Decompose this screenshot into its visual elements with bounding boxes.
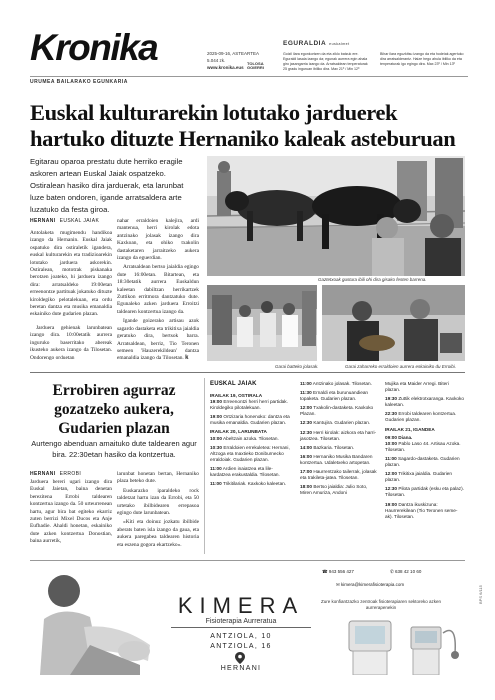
main-subhead: Egitarau oparoa prestatu dute herriko eragile askoren artean Euskal Jaiak ospatzeko. Ostiralean hasiko dira jarduerak, eta larunbat luze baten ondoren, igande arratsaldera arte luzatuko da festa giroa. [30, 157, 184, 214]
dancers-photo-caption: Garai batteko jolasak. [275, 364, 319, 369]
ad-equipment-image [333, 613, 463, 675]
cow-photo-caption: Gaztetxoak gustura ibili ohi dira gisako festen barrena. [318, 277, 427, 282]
issue-date: 2025-09-16, ASTEARTEA [207, 51, 259, 56]
second-headline: Errobiren agurraz gozatzeko aukera, Gudarien plazan [52, 382, 176, 437]
location-pin-icon [235, 652, 245, 664]
agenda-event [300, 381, 380, 387]
agenda-day-heading: IRAILAK 21, IGANDEA [385, 426, 435, 432]
cow-photo [207, 156, 465, 276]
agenda-event [210, 414, 290, 426]
agenda-event-time: 11:30 [300, 390, 312, 396]
agenda-event-time: 19:00 [385, 501, 397, 507]
dancers-photo [207, 285, 317, 361]
agenda-event [300, 420, 380, 426]
main-body-p3: nahar erraldoien kalejira, ardi mantenua, herri kirolak edota antzinako jolasak izango dira Kaxkoan, eta ohiko txakolin dastaketaren jarraitzeko aukera izango da eguerdian. [117, 218, 199, 262]
main-body-p5 [117, 318, 199, 362]
second-body-p3: Euskarazko iparaldeko rock taldetzat hartu izan da Errobi, eta 50 urtetako ibilbidearen errepasoa egingo dute larunbatean. [117, 487, 199, 517]
second-body-p4: «Kiti eta doinuz jozkatu ibilbide aberats baten isla izango da gaua, eta aukera paregabea taldearen historia eta eszena gogora ekartzeko». [117, 519, 199, 548]
second-byline-place: HERNANI [30, 471, 56, 477]
agenda-event-text: Herri kirolak: aizkora eta harri-jasotzea. Tilosetan. [300, 429, 377, 441]
main-article-col2 [117, 218, 199, 365]
main-body-p2: Jarduera gehienak larunbatean izango dira. 10:00etatik aurrera inguruko baserritako abereak ikusteko aukera izango da Tilosetan. Ondorengo orduetan [30, 324, 112, 361]
dancers-photo-image [207, 285, 317, 361]
agenda-event [300, 405, 380, 417]
agenda-event [300, 454, 380, 466]
agenda-event-time: 17:00 [300, 469, 312, 475]
newspaper-subtitle: URUMEA BAILARAKO EGUNKARIA [30, 79, 128, 85]
agenda-event-time: 19:00 [210, 399, 222, 405]
agenda-event-text: Sagardo-dastaketa. Gudarien plazan. [385, 455, 460, 468]
ad-brand: KIMERA [177, 593, 305, 618]
website-link[interactable]: www.kronika.eus [207, 65, 244, 70]
agenda-event-text: Pilota partidak (esku eta palaz). Tilosetan. [385, 486, 464, 498]
agenda-event-time: 10:00 [385, 440, 397, 446]
agenda-column-2 [300, 381, 380, 499]
ad-equipment-photo [333, 613, 463, 675]
weather-box [283, 40, 468, 71]
events-agenda [210, 381, 468, 553]
agenda-event [300, 484, 380, 496]
issue-number: 5.044 zk. [207, 58, 226, 63]
agenda-day-heading: IRAILAK 19, OSTIRALA [210, 393, 263, 398]
ad-tagline: Fisioterapia Aurreratua [205, 618, 277, 625]
main-byline [30, 218, 112, 224]
agenda-event-time: 14:00 [300, 444, 312, 450]
weather-title [283, 40, 468, 47]
agenda-event [210, 445, 290, 463]
agenda-event [385, 502, 465, 520]
ad-city: HERNANI [220, 665, 262, 672]
end-mark: k [185, 355, 189, 362]
agenda-column-1 [210, 391, 290, 490]
second-body-p1: Jarduera bereri ugari izango dira Euskal Jaietan, baina denetan berezitena Errobi taldearen kontzertua izango da. 50 urteurrenean hartu, agur bira bat egiteko ekarriz zuten berrizi Mixel Ducos eta Anje Eufhadie. Ahaldi honetan, eskainiko dute azken kontzertua Donostian, baina aurretik, [30, 479, 112, 545]
second-article-col1 [30, 479, 112, 546]
agenda-day-heading: IRAILAK 20, LARUNBATA [210, 429, 267, 435]
agenda-event-time: 12:30 [300, 420, 312, 426]
newspaper-logo: Kronika [30, 27, 158, 68]
second-body-p2: larunbat honetan bertan, Hernaniko plaza beteko dute. [117, 471, 199, 485]
agenda-event [385, 396, 465, 408]
agenda-event [300, 430, 380, 442]
masthead [30, 28, 468, 90]
agenda-event-text: Abeltzain azoka. Tilosetan. [223, 435, 279, 441]
agenda-event-text: Ernaldi eta burunuandiean topaketa. Gudarien plazan. [300, 390, 369, 402]
main-body-p5-text: Igande goizerako artisau azok sagardo dastaketa eta trikitixa jaialdia geratuko dira, bertsok barra. Arratsaldean, berriz, Tio Teronen semeen 'Hauzerekildean' dantza emanaldia izango da Tilosetan. [117, 318, 199, 362]
issue-meta [207, 50, 264, 70]
ad-address-2: ANTZIOLA, 16 [210, 643, 272, 650]
agenda-event [300, 469, 380, 481]
agenda-event-time: 22:30 [385, 411, 397, 417]
agenda-column-3 [385, 381, 465, 523]
agenda-event-text: Trikitilariak. Kaxkoko kaleetan. [222, 481, 287, 487]
second-byline-category: ERROBI [59, 471, 82, 477]
agenda-event-time: 10:00 [210, 435, 222, 441]
byline-category: EUSKAL JAIAK [59, 218, 100, 224]
agenda-event-text: Haurrentzako tailerrak, jolasak eta trakileta-jatea. Tilosetan. [300, 469, 377, 481]
agenda-event-time: 11:00 [210, 465, 222, 471]
agenda-event-text: Trikitixa jaialdia. Gudarien plazan. [385, 471, 452, 483]
cow-photo-image [207, 156, 465, 276]
agenda-event-text: Bazkaria. Tilosetan. [313, 444, 355, 450]
phone-row-2 [390, 569, 421, 575]
agenda-event-time: 12:30 [385, 486, 397, 492]
main-body-p4: Arratsaldean bertso jaialdia egingo dute 16:00etan. Bitartean, eta 18:30etatik aurrera Euskaldun kaleetan dabiltzan herrikartzek Zuttikon erritmora dantzatuko dute. Egunaleko azken jarduera Erroitzi taldearen kontzertua izango da. [117, 264, 199, 315]
ad-physio-photo [30, 565, 158, 675]
ad-address-1: ANTZIOLA, 10 [210, 633, 272, 640]
weather-source: euskalmet [329, 42, 350, 46]
kimera-advertisement [30, 565, 468, 675]
second-article-col2 [117, 471, 199, 551]
agenda-event [300, 390, 380, 402]
ad-promo-text: Zure konfiantzazko zentroak fisioterapiaren sektoreko azken aurrerapenekin [320, 599, 442, 610]
agenda-event [385, 456, 465, 468]
agenda-event [385, 471, 465, 483]
masthead-divider [30, 76, 468, 77]
ad-divider [30, 560, 465, 561]
weather-today: Goizil ilara egonkortzen da eta ziklo batzuk ere. Eguraldi lasaia izango da; egunak aurrera egin ahala giro jasangarria izango da. Arratsaldean tenperaturak 25 gradu inguruan ibiliko dira. Max 21º / Min 12º [283, 52, 368, 71]
agenda-event-text: Kantujira. Gudarien plazan. [313, 420, 371, 426]
weather-tomorrow: Bihar ilara eguzkitsu izango da eta hodeiak agertuko dira arratsalderantz. Haize hego ahula ibiliko da eta tenperaturak igo egingo dira. Max 23º / Min 13º [380, 52, 464, 66]
agenda-event-text: Antzinako jolasak. Tilosetan. [312, 381, 372, 386]
agenda-event [385, 486, 465, 498]
ad-physio-image [30, 565, 158, 675]
agenda-event-time: 12:30 [300, 429, 312, 435]
agenda-event-time: 10:30 [210, 444, 222, 450]
agenda-event-text: Zuttik elektrotxaranga. Kaxkoko kaleetan. [385, 396, 464, 408]
ad-phone-2[interactable]: 638 42 10 60 [395, 569, 422, 574]
phone-row-1 [322, 569, 354, 575]
agenda-event-text: Hernaniko Musika Bandaren kontzertua. Udaletxeko artopetan. [300, 453, 373, 465]
column-divider [204, 378, 205, 554]
agenda-event-text: Erreenontzi herri herri partidak. Kiroldegiko pilotalekuan. [210, 399, 288, 411]
second-byline [30, 471, 81, 477]
agenda-event-text: Dantza ikuskizuna: Haurrerekilean (Tio Teronen seme-ak). Tilosetan. [385, 501, 458, 519]
agenda-title: EUSKAL JAIAK [210, 381, 257, 387]
main-headline: Euskal kulturarekin lotutako jarduerek hartuko dituzte Hernaniko kaleak asteburuan [30, 100, 456, 151]
musicians-photo [322, 285, 465, 361]
agenda-event [210, 466, 290, 478]
phone-icon: ☎ [322, 569, 328, 574]
agenda-event-text: Ardien inaiatzea eta lile-kardatzea erakustaldia. Tilosetan. [210, 465, 280, 478]
agenda-day-heading: 09:00 Diana. [385, 434, 413, 440]
agenda-event-time: 11:00 [300, 381, 312, 386]
agenda-event-time: 18:00 [300, 484, 312, 490]
agenda-event [385, 411, 465, 423]
weather-title-text: EGURALDIA [283, 40, 327, 47]
email-icon: ✉ [336, 582, 340, 587]
agenda-event-text: Txakolin-dastaketa. Kaxkoko Plazan. [300, 405, 374, 417]
agenda-event [210, 481, 290, 487]
main-body-p1: Antolaketa mugimendu handikoa izango da Hernanin. Euskal Jaiak ospatuko dira ostiraletik igandera, euskal kulturarekin eta tradizioarekin lotutako jarduera askorekin. Ostiralean, mototrak piskanaka berotzen joateko, hi jarduera izango dira: arratsaldeko 19:00etan erreenontze partituak jokatuko dituzte kiroldegiko pelotalekuan, eta ordu beretan dantza eta musika emanaldia eskainiko dute gudarien plazan. [30, 230, 112, 318]
agenda-event-text: Ortzizaria honenoko: dantza eta musika emanaldia. Gudarien plazan. [210, 414, 290, 426]
agenda-event [385, 441, 465, 453]
agenda-event-time: 16:00 [300, 453, 312, 459]
agenda-event [300, 445, 380, 451]
ad-code: BPS 6/115 [478, 585, 483, 604]
agenda-event-text: Mujika eta Maider Arregi. Biteri plazan. [385, 381, 449, 393]
agenda-event-time: 12:00 [300, 405, 312, 411]
agenda-event-time: 11:00 [210, 481, 222, 487]
agenda-event [385, 381, 465, 393]
section-divider [30, 372, 465, 373]
mobile-icon: ✆ [390, 569, 394, 574]
agenda-event-text: Erraldoien errekuletea: Hernani, Altzoga eta Inaxtieko Doniburnecko erraldoiak. Gudarien plazan. [210, 444, 290, 462]
agenda-event-text: Pablo Laso 44. Artisau Azoka. Tilosetan. [385, 440, 461, 452]
musicians-photo-image [322, 285, 465, 361]
agenda-event-time: 19:00 [210, 414, 222, 420]
email-row [336, 582, 404, 588]
ad-brand-rule [171, 627, 311, 628]
agenda-event-text: Errobi taldearen kontzertua. Gudarien plazan. [385, 411, 457, 423]
ad-email[interactable]: kimera@kimerafisioterapia.com [341, 582, 405, 587]
agenda-event [210, 399, 290, 411]
agenda-event-time: 11:00 [385, 455, 397, 461]
main-article-col1 [30, 218, 112, 362]
second-subhead: Aurtengo abenduan amaituko dute taldearen agur bira. 22:30etan hasiko da kontzertua. [31, 439, 197, 459]
partner-logo: TOLOSA GOIERRI [247, 61, 264, 70]
agenda-event-text: Bertso jaialdia: Julio Soto, Miren Amuriza, Andoni [300, 484, 368, 496]
agenda-event-time: 12:00 [385, 471, 397, 477]
agenda-event [210, 436, 290, 442]
byline-place: HERNANI [30, 218, 56, 224]
ad-phone-1[interactable]: 943 556 427 [328, 569, 354, 574]
agenda-event-time: 19:30 [385, 396, 397, 402]
musicians-photo-caption: Garai zaharreko erraldoien aurrera eskainiko du Erroibi. [345, 364, 457, 369]
